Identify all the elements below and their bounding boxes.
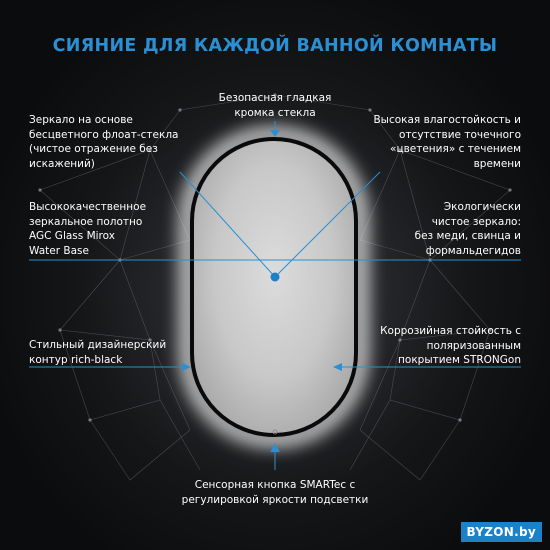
feature-float-glass: Зеркало на основе бесцветного флоат-стекла (чистое отражение без искажений) xyxy=(29,114,179,170)
feature-moisture: Высокая влагостойкость и отсутствие точечного «цветения» с течением времени xyxy=(373,114,521,170)
feature-corrosion: Коррозийная стойкость с поляризованным покрытием STRONGon xyxy=(380,325,521,366)
feature-smartec: Сенсорная кнопка SMARTec с регулировкой яркости подсветки xyxy=(181,479,369,506)
feature-agc-mirror: Высококачественное зеркальное полотно AGC Glass Mirox Water Base xyxy=(29,201,147,257)
feature-rich-black: Стильный дизайнерский контур rich-black xyxy=(29,339,167,366)
feature-eco: Экологически чистое зеркало: без меди, свинца и формальдегидов xyxy=(414,201,521,257)
mirror-oval xyxy=(192,139,356,435)
brand-logo[interactable]: BYZON.by xyxy=(461,522,543,542)
center-point-icon xyxy=(271,273,280,282)
feature-edge: Безопасная гладкая кромка стекла xyxy=(218,92,332,119)
page-title: СИЯНИЕ ДЛЯ КАЖДОЙ ВАННОЙ КОМНАТЫ xyxy=(52,36,498,56)
